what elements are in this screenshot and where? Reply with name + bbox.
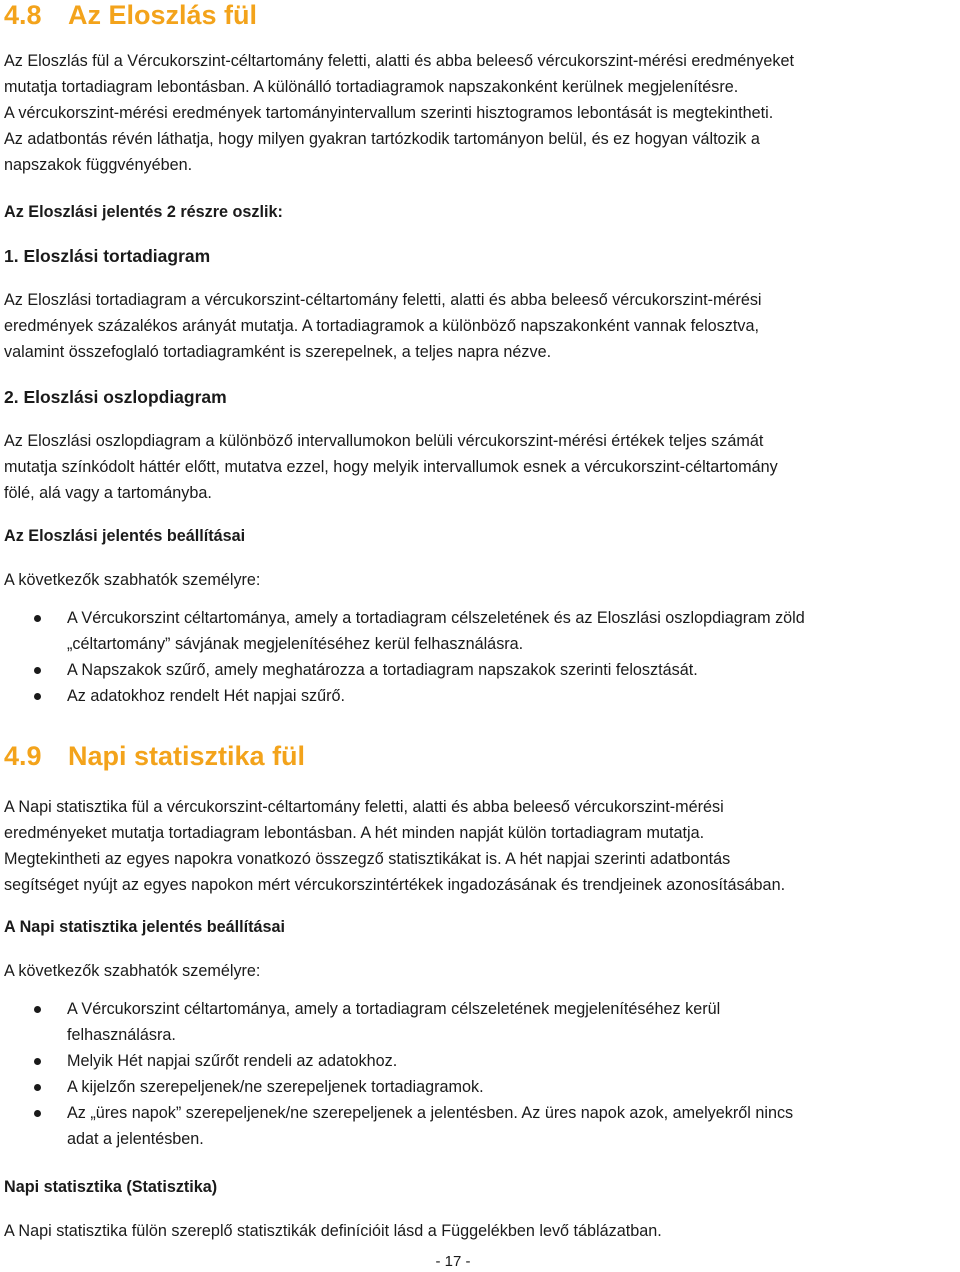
- parts-heading: Az Eloszlási jelentés 2 részre oszlik:: [4, 203, 283, 221]
- paragraph-line: eredményeket mutatja tortadiagram lebontásban. A hét minden napját külön tortadiagram mutatja.: [4, 824, 705, 842]
- stats-heading: Napi statisztika (Statisztika): [4, 1178, 218, 1196]
- list-item-text: „céltartomány” sávjának megjelenítéséhez kerül felhasználásra.: [67, 635, 524, 653]
- settings-heading: Az Eloszlási jelentés beállításai: [4, 527, 246, 545]
- list-item: [4, 1048, 960, 1074]
- section-title: Az Eloszlás fül: [68, 0, 258, 30]
- part2-text: [4, 428, 778, 506]
- section-4-8-heading: [4, 0, 257, 30]
- paragraph-line: Az Eloszlás fül a Vércukorszint-céltartomány feletti, alatti és abba beleeső vércukorszint-mérési eredményeket: [4, 52, 794, 70]
- part2-title: 2. Eloszlási oszlopdiagram: [4, 387, 227, 407]
- settings-intro: A következők szabhatók személyre:: [4, 571, 261, 589]
- paragraph-line: Az Eloszlási tortadiagram a vércukorszint-céltartomány feletti, alatti és abba beleeső vércukorszint-mérési: [4, 291, 762, 309]
- bullet-icon: [34, 1006, 41, 1013]
- paragraph-line: mutatja tortadiagram lebontásban. A különálló tortadiagramok napszakonként kerülnek megjelenítésre.: [4, 78, 739, 96]
- paragraph-line: napszakok függvényében.: [4, 156, 193, 174]
- paragraph-line: A vércukorszint-mérési eredmények tartományintervallum szerinti hisztogramos lebontását is megtekintheti.: [4, 104, 774, 122]
- bullet-icon: [34, 693, 41, 700]
- list-item: [4, 1074, 960, 1100]
- section-number: 4.8: [4, 0, 42, 30]
- paragraph-line: Az adatbontás révén láthatja, hogy milyen gyakran tartózkodik tartományon belül, és ez hogyan változik a: [4, 130, 760, 148]
- list-item: [4, 605, 960, 657]
- part1-title: 1. Eloszlási tortadiagram: [4, 246, 211, 266]
- settings-list: [4, 605, 960, 709]
- section-4-9-intro: [4, 794, 785, 898]
- bullet-icon: [34, 615, 41, 622]
- paragraph-line: Az Eloszlási oszlopdiagram a különböző intervallumokon belüli vércukorszint-mérési értékek teljes számát: [4, 432, 764, 450]
- bullet-icon: [34, 1110, 41, 1117]
- paragraph-line: mutatja színkódolt háttér előtt, mutatva ezzel, hogy melyik intervallumok esnek a vércukorszint-céltartomány: [4, 458, 778, 476]
- paragraph-line: fölé, alá vagy a tartományba.: [4, 484, 212, 502]
- list-item-text: A Vércukorszint céltartománya, amely a tortadiagram célszeletének és az Eloszlási oszlopdiagram zöld: [67, 609, 805, 627]
- paragraph-line: valamint összefoglaló tortadiagramként is szerepelnek, a teljes napra nézve.: [4, 343, 552, 361]
- list-item-text: A Napszakok szűrő, amely meghatározza a tortadiagram napszakok szerinti felosztását.: [67, 661, 698, 679]
- section-4-9-heading: [4, 741, 305, 771]
- list-item-text: Az adatokhoz rendelt Hét napjai szűrő.: [67, 687, 346, 705]
- paragraph-line: A Napi statisztika fül a vércukorszint-céltartomány feletti, alatti és abba beleeső vércukorszint-mérési: [4, 798, 724, 816]
- bullet-icon: [34, 1058, 41, 1065]
- list-item: [4, 683, 960, 709]
- paragraph-line: eredmények százalékos arányát mutatja. A tortadiagramok a különböző napszakonként vannak felosztva,: [4, 317, 759, 335]
- section-number: 4.9: [4, 741, 42, 771]
- page-number: - 17 -: [435, 1253, 471, 1270]
- list-item-text: Az „üres napok” szerepeljenek/ne szerepeljenek a jelentésben. Az üres napok azok, amelyekről nincs: [67, 1104, 794, 1122]
- paragraph-line: segítséget nyújt az egyes napokon mért vércukorszintértékek ingadozásának és trendjeinek azonosításában.: [4, 876, 786, 894]
- list-item-text: A kijelzőn szerepeljenek/ne szerepeljenek tortadiagramok.: [67, 1078, 484, 1096]
- section-title: Napi statisztika fül: [68, 741, 306, 771]
- section-4-8-intro: [4, 48, 794, 178]
- napi-settings-intro: A következők szabhatók személyre:: [4, 962, 261, 980]
- list-item-text: Melyik Hét napjai szűrőt rendeli az adatokhoz.: [67, 1052, 398, 1070]
- bullet-icon: [34, 667, 41, 674]
- napi-settings-list: [4, 996, 960, 1152]
- list-item: [4, 657, 960, 683]
- list-item-text: adat a jelentésben.: [67, 1130, 204, 1148]
- stats-text: A Napi statisztika fülön szereplő statisztikák definícióit lásd a Függelékben levő táblázatban.: [4, 1222, 662, 1240]
- paragraph-line: Megtekintheti az egyes napokra vonatkozó összegző statisztikákat is. A hét napjai szerinti adatbontás: [4, 850, 731, 868]
- list-item: [4, 996, 960, 1048]
- part1-text: [4, 287, 762, 365]
- list-item-text: felhasználásra.: [67, 1026, 176, 1044]
- bullet-icon: [34, 1084, 41, 1091]
- napi-settings-heading: A Napi statisztika jelentés beállításai: [4, 918, 285, 936]
- list-item: [4, 1100, 960, 1152]
- list-item-text: A Vércukorszint céltartománya, amely a tortadiagram célszeletének megjelenítéséhez kerül: [67, 1000, 721, 1018]
